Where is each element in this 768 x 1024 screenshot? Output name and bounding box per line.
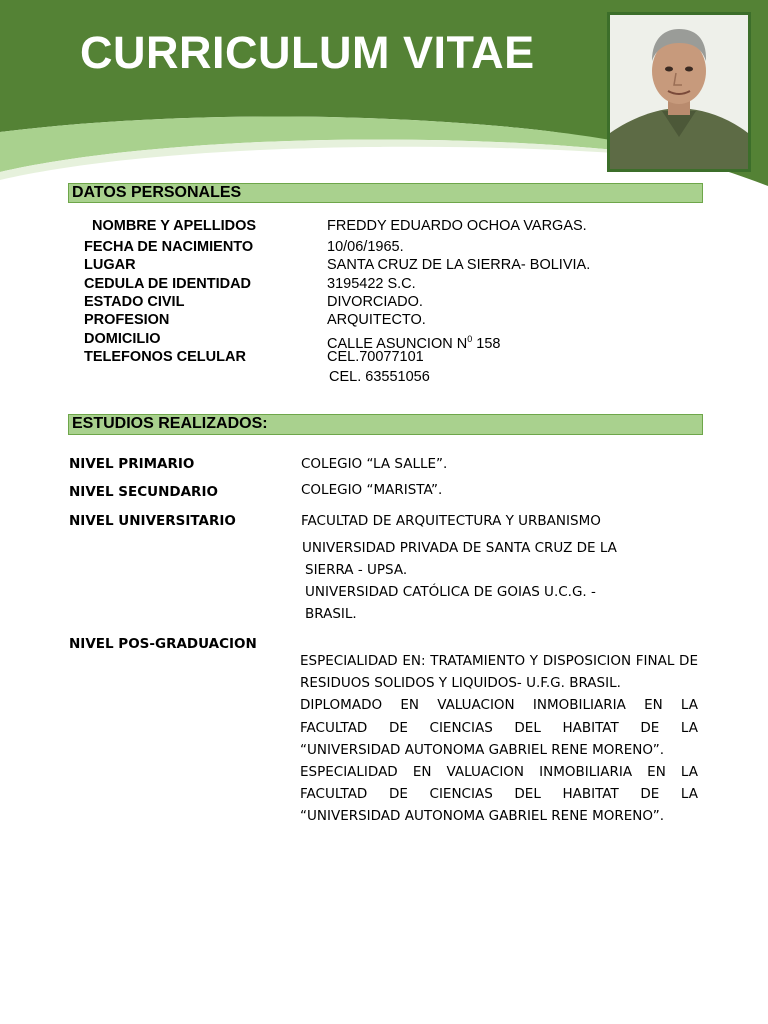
label-place: LUGAR	[84, 257, 136, 273]
label-id: CEDULA DE IDENTIDAD	[84, 276, 252, 292]
postgrad-item: ESPECIALIDAD EN: TRATAMIENTO Y DISPOSICION FINAL DE RESIDUOS SOLIDOS Y LIQUIDOS- U.F.G. BRASIL.	[300, 653, 698, 692]
value-phone-2: CEL. 63551056	[329, 369, 430, 385]
label-civil-status: ESTADO CIVIL	[84, 294, 185, 310]
label-university: NIVEL UNIVERSITARIO	[69, 513, 236, 529]
postgrad-paragraphs	[300, 650, 698, 828]
value-primary: COLEGIO “LA SALLE”.	[301, 456, 448, 472]
label-phones: TELEFONOS CELULAR	[84, 349, 246, 365]
value-address-sup: 0	[467, 334, 473, 344]
postgrad-item: ESPECIALIDAD EN VALUACION INMOBILIARIA EN LA FACULTAD DE CIENCIAS DEL HABITAT DE LA “UNIVERSIDAD AUTONOMA GABRIEL RENE MORENO”.	[300, 764, 698, 825]
university-line: FACULTAD DE ARQUITECTURA Y URBANISMO	[301, 513, 601, 529]
postgrad-item: DIPLOMADO EN VALUACION INMOBILIARIA EN LA FACULTAD DE CIENCIAS DEL HABITAT DE LA “UNIVERSIDAD AUTONOMA GABRIEL RENE MORENO”.	[300, 697, 698, 758]
label-secondary: NIVEL SECUNDARIO	[69, 484, 218, 500]
label-primary: NIVEL PRIMARIO	[69, 456, 195, 472]
section-header-studies	[68, 414, 703, 435]
value-address-text: CALLE ASUNCION N	[327, 335, 468, 352]
university-line: BRASIL.	[305, 606, 357, 622]
value-birth-date: 10/06/1965.	[327, 239, 404, 255]
university-line: SIERRA - UPSA.	[305, 562, 408, 578]
section-title-studies: ESTUDIOS REALIZADOS:	[72, 415, 268, 432]
value-secondary: COLEGIO “MARISTA”.	[301, 482, 443, 498]
page-title: CURRICULUM VITAE	[80, 27, 535, 78]
value-profession: ARQUITECTO.	[327, 312, 426, 328]
portrait-photo-icon	[610, 15, 748, 169]
label-profession: PROFESION	[84, 312, 170, 328]
value-civil-status: DIVORCIADO.	[327, 294, 423, 310]
section-title-personal: DATOS PERSONALES	[72, 184, 242, 201]
section-header-personal	[68, 183, 703, 203]
value-place: SANTA CRUZ DE LA SIERRA- BOLIVIA.	[327, 257, 591, 273]
value-address-number: 158	[472, 335, 501, 352]
label-address: DOMICILIO	[84, 331, 161, 347]
value-phone-1: CEL.70077101	[327, 349, 424, 365]
label-name: NOMBRE Y APELLIDOS	[92, 218, 257, 234]
label-postgrad: NIVEL POS-GRADUACION	[69, 636, 257, 652]
profile-photo	[607, 12, 751, 172]
university-line: UNIVERSIDAD CATÓLICA DE GOIAS U.C.G. -	[305, 584, 596, 600]
label-birth-date: FECHA DE NACIMIENTO	[84, 239, 254, 255]
value-name: FREDDY EDUARDO OCHOA VARGAS.	[327, 218, 587, 234]
value-id: 3195422 S.C.	[327, 276, 416, 292]
university-line: UNIVERSIDAD PRIVADA DE SANTA CRUZ DE LA	[302, 540, 617, 556]
